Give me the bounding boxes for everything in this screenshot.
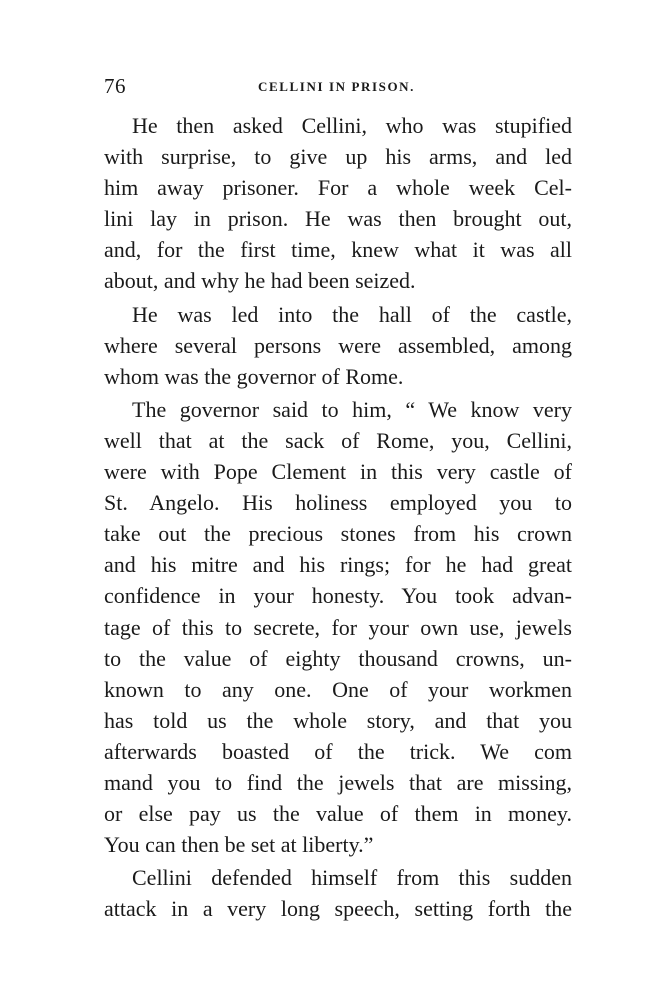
text-line: to the value of eighty thousand crowns, un-	[104, 645, 572, 671]
text-line: attack in a very long speech, setting forth the	[104, 896, 572, 922]
text-line: You can then be set at liberty.”	[104, 832, 374, 858]
text-line: were with Pope Clement in this very castle of	[104, 459, 572, 485]
text-line: The governor said to him, “ We know very	[132, 396, 572, 422]
text-line: He then asked Cellini, who was stupified	[132, 113, 572, 138]
text-line: and his mitre and his rings; for he had great	[104, 552, 572, 578]
page-number: 76	[104, 74, 126, 98]
text-line: where several persons were assembled, among	[104, 332, 572, 358]
text-line: with surprise, to give up his arms, and led	[104, 144, 572, 170]
text-line: afterwards boasted of the trick. We com	[104, 738, 572, 764]
text-line: take out the precious stones from his crown	[104, 521, 572, 547]
text-line: Cellini defended himself from this sudden	[132, 865, 572, 891]
paragraph	[104, 110, 572, 297]
paragraph	[104, 299, 572, 392]
text-line: whom was the governor of Rome.	[104, 363, 404, 389]
text-line: and, for the first time, knew what it was all	[104, 237, 572, 263]
running-head: CELLINI IN PRISON.	[258, 79, 416, 94]
text-line: confidence in your honesty. You took advan-	[104, 583, 572, 609]
text-line: known to any one. One of your workmen	[104, 676, 572, 702]
text-line: well that at the sack of Rome, you, Cellini,	[104, 427, 572, 453]
text-line: He was led into the hall of the castle,	[132, 301, 572, 327]
text-line: lini lay in prison. He was then brought out,	[104, 206, 572, 232]
text-line: St. Angelo. His holiness employed you to	[104, 490, 572, 516]
text-line: tage of this to secrete, for your own use, jewels	[104, 614, 572, 640]
paragraph	[104, 862, 572, 924]
body-text	[104, 110, 572, 924]
text-line: him away prisoner. For a whole week Cel-	[104, 175, 572, 201]
text-line: or else pay us the value of them in money.	[104, 801, 572, 827]
text-line: mand you to find the jewels that are missing,	[104, 769, 572, 795]
paragraph	[104, 394, 572, 860]
text-line: has told us the whole story, and that you	[104, 707, 572, 733]
text-line: about, and why he had been seized.	[104, 268, 416, 294]
page-header	[104, 74, 572, 100]
